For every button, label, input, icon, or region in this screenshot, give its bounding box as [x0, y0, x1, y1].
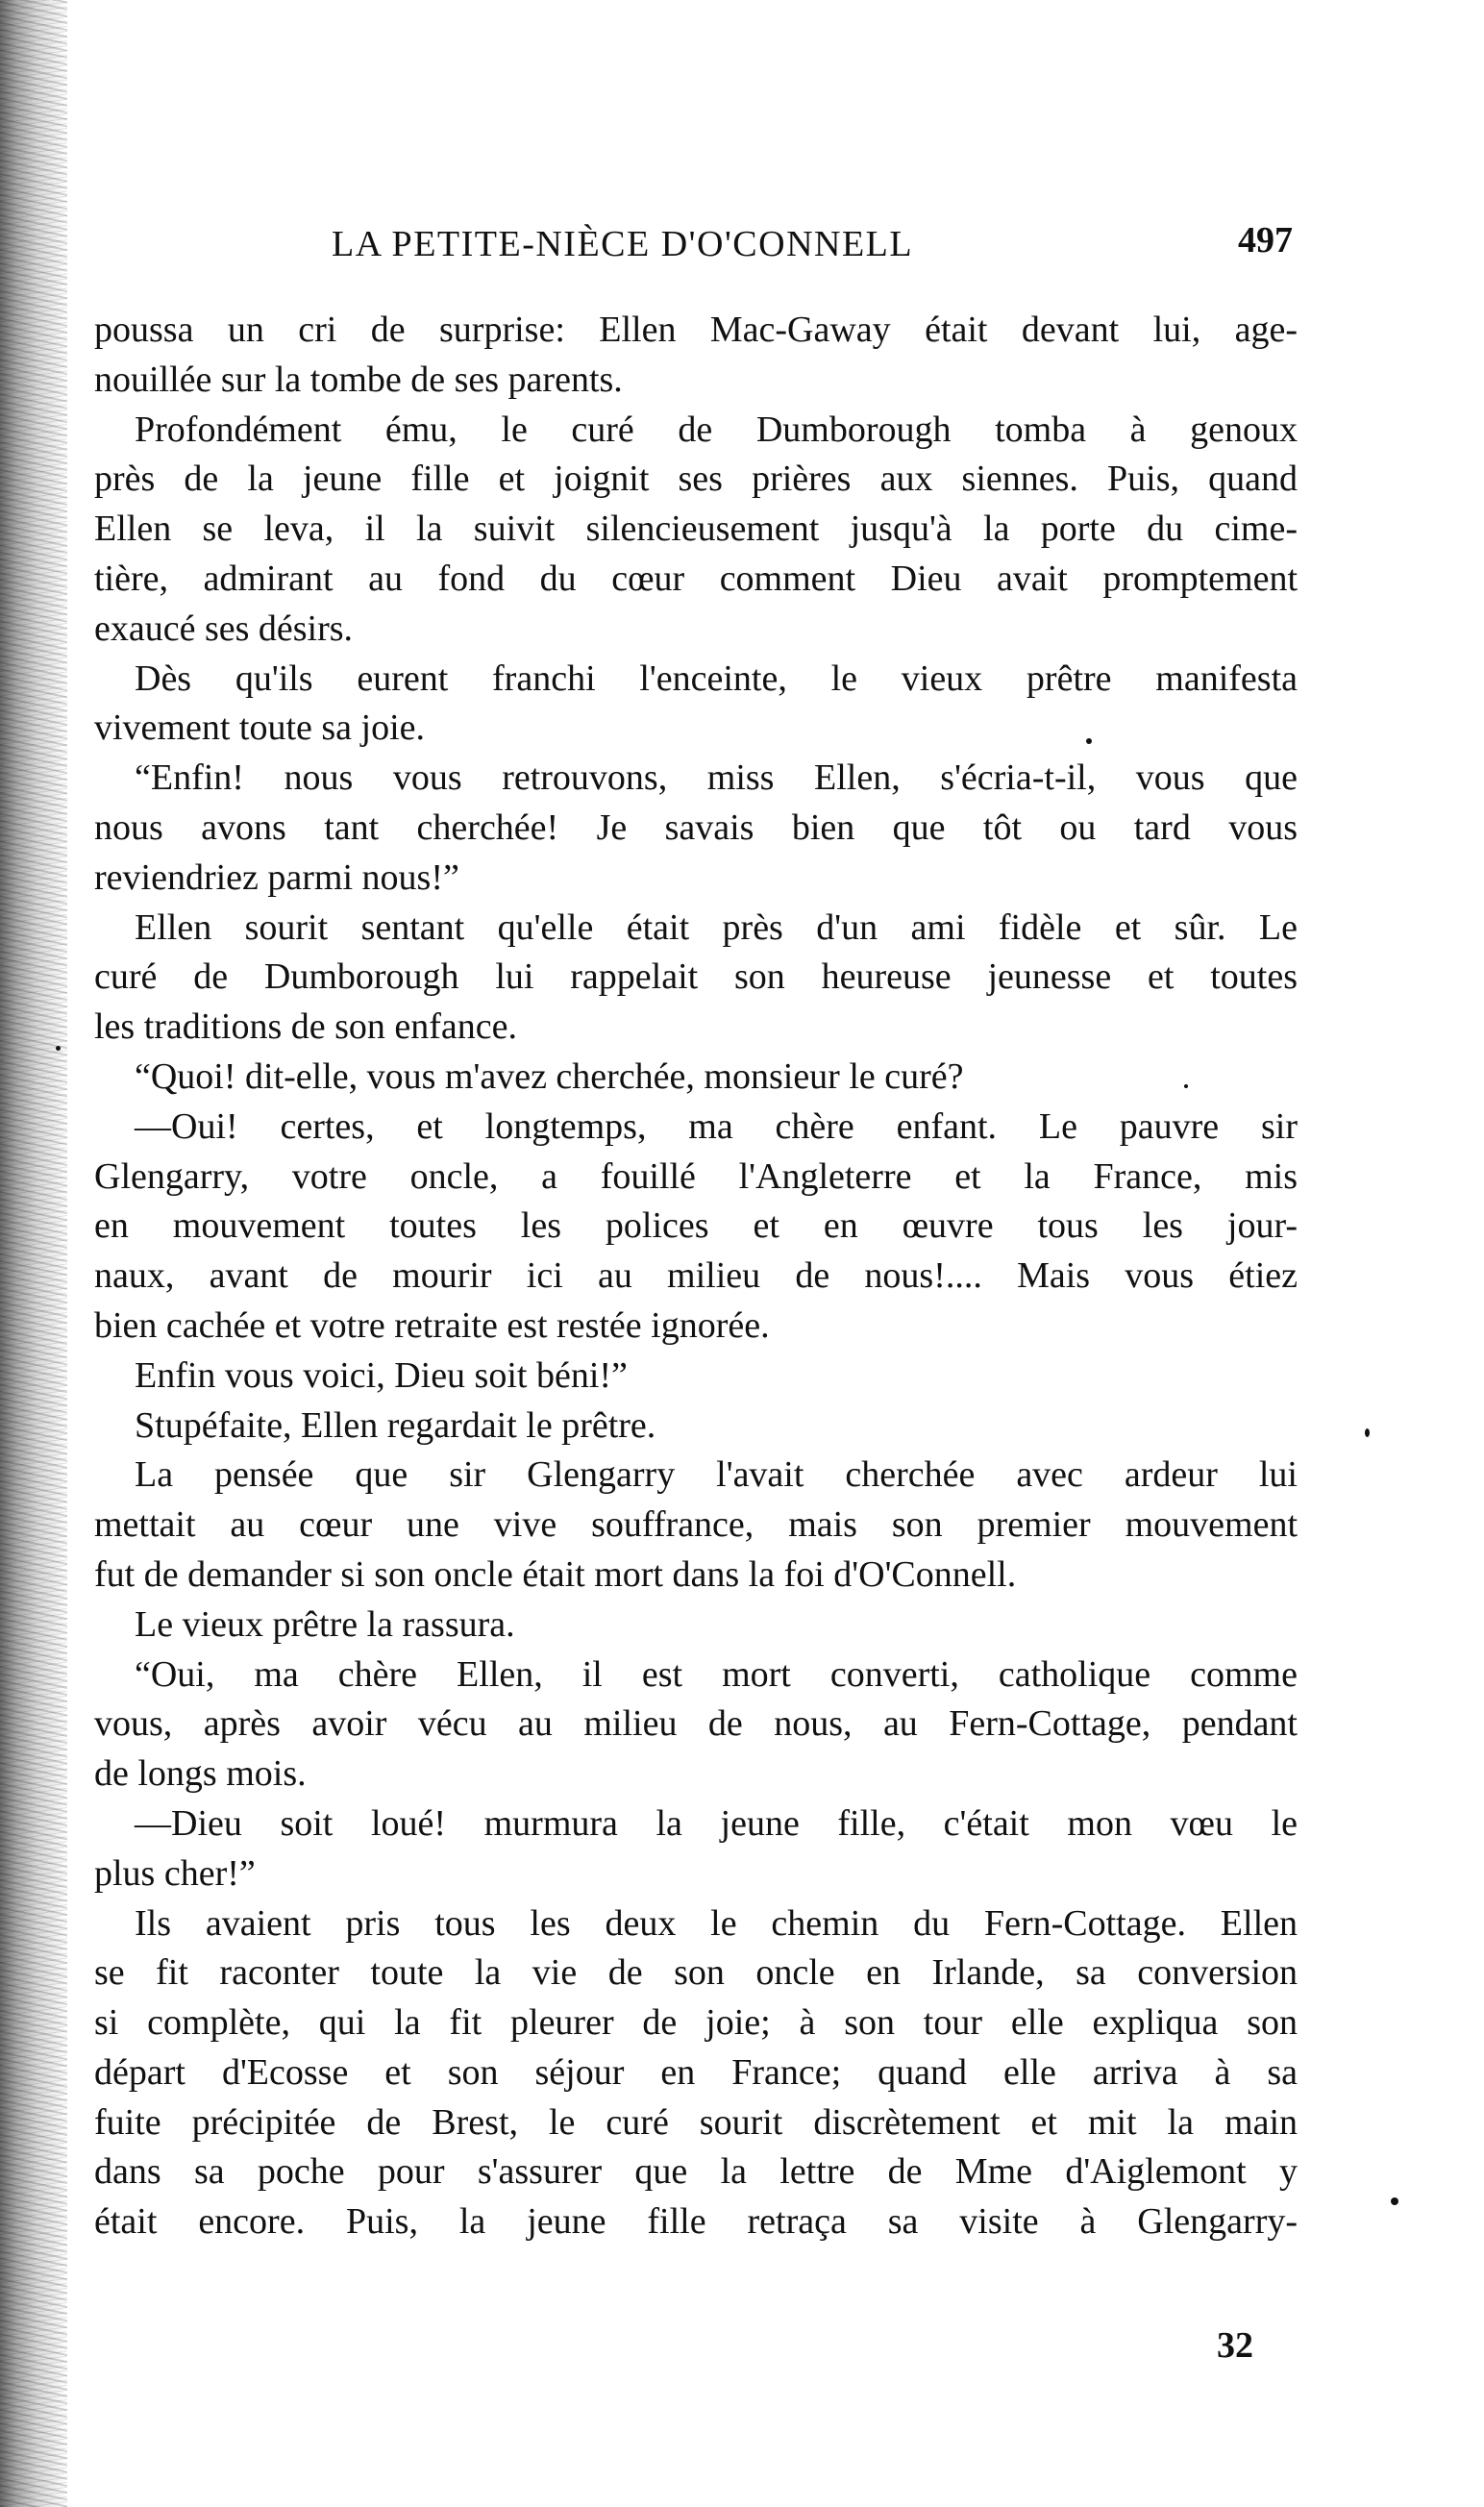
text-line: curé de Dumborough lui rappelait son heureuse jeunesse et toutes: [94, 956, 1298, 998]
text-line: “Quoi! dit-elle, vous m'avez cherchée, monsieur le curé?: [135, 1055, 964, 1097]
text-line: près de la jeune fille et joignit ses prières aux siennes. Puis, quand: [94, 459, 1298, 500]
text-line: Dès qu'ils eurent franchi l'enceinte, le vieux prêtre manifesta: [135, 658, 1298, 699]
page-header: [332, 220, 1293, 281]
text-line: naux, avant de mourir ici au milieu de nous!.... Mais vous étiez: [94, 1255, 1298, 1297]
text-line: bien cachée et votre retraite est restée ignorée.: [94, 1304, 770, 1346]
text-line: nous avons tant cherchée! Je savais bien que tôt ou tard vous: [94, 807, 1298, 848]
text-line: Ils avaient pris tous les deux le chemin du Fern-Cottage. Ellen: [135, 1902, 1298, 1944]
body-text: [94, 306, 1298, 2247]
text-line: les traditions de son enfance.: [94, 1006, 518, 1048]
text-line: reviendriez parmi nous!”: [94, 856, 459, 898]
text-line: fut de demander si son oncle était mort dans la foi d'O'Connell.: [94, 1553, 1017, 1595]
text-line: Ellen se leva, il la suivit silencieusement jusqu'à la porte du cime-: [94, 509, 1298, 550]
page-number: 497: [1238, 220, 1293, 261]
text-line: “Enfin! nous vous retrouvons, miss Ellen, s'écria-t-il, vous que: [135, 757, 1298, 799]
text-line: si complète, qui la fit pleurer de joie; à son tour elle expliqua son: [94, 2002, 1298, 2044]
text-line: était encore. Puis, la jeune fille retraça sa visite à Glengarry-: [94, 2201, 1298, 2243]
text-line: tière, admirant au fond du cœur comment Dieu avait promptement: [94, 558, 1298, 599]
text-line: mettait au cœur une vive souffrance, mais son premier mouvement: [94, 1504, 1298, 1546]
text-line: Profondément ému, le curé de Dumborough tomba à genoux: [135, 409, 1298, 450]
text-line: exaucé ses désirs.: [94, 608, 354, 649]
ink-speck: [56, 1046, 61, 1051]
signature-mark: 32: [1217, 2325, 1253, 2366]
ink-speck: [1391, 2197, 1398, 2205]
text-line: nouillée sur la tombe de ses parents.: [94, 359, 623, 400]
text-line: La pensée que sir Glengarry l'avait cherchée avec ardeur lui: [135, 1454, 1298, 1496]
ink-speck: [1365, 1428, 1370, 1437]
text-line: poussa un cri de surprise: Ellen Mac-Gaway était devant lui, age-: [94, 310, 1298, 350]
running-title: LA PETITE-NIÈCE D'O'CONNELL: [332, 224, 914, 264]
text-line: “Oui, ma chère Ellen, il est mort converti, catholique comme: [135, 1653, 1298, 1695]
text-line: Ellen sourit sentant qu'elle était près d'un ami fidèle et sûr. Le: [135, 906, 1298, 948]
text-line: en mouvement toutes les polices et en œuvre tous les jour-: [94, 1205, 1298, 1247]
text-line: Stupéfaite, Ellen regardait le prêtre.: [135, 1404, 656, 1446]
text-line: départ d'Ecosse et son séjour en France; quand elle arriva à sa: [94, 2051, 1298, 2093]
text-line: vivement toute sa joie.: [94, 707, 426, 749]
text-line: Le vieux prêtre la rassura.: [135, 1603, 515, 1645]
text-line: vous, après avoir vécu au milieu de nous, au Fern-Cottage, pendant: [94, 1703, 1298, 1745]
text-line: —Dieu soit loué! murmura la jeune fille, c'était mon vœu le: [135, 1802, 1298, 1844]
text-line: plus cher!”: [94, 1852, 256, 1894]
ink-speck: [1184, 1084, 1188, 1088]
text-line: Glengarry, votre oncle, a fouillé l'Angleterre et la France, mis: [94, 1155, 1298, 1197]
text-line: de longs mois.: [94, 1753, 307, 1795]
text-line: Enfin vous voici, Dieu soit béni!”: [135, 1354, 628, 1396]
text-line: dans sa poche pour s'assurer que la lettre de Mme d'Aiglemont y: [94, 2151, 1298, 2193]
text-line: —Oui! certes, et longtemps, ma chère enfant. Le pauvre sir: [135, 1105, 1298, 1147]
ink-speck: [1086, 738, 1092, 744]
text-line: se fit raconter toute la vie de son oncle en Irlande, sa conversion: [94, 1952, 1298, 1994]
text-line: fuite précipitée de Brest, le curé sourit discrètement et mit la main: [94, 2101, 1298, 2143]
